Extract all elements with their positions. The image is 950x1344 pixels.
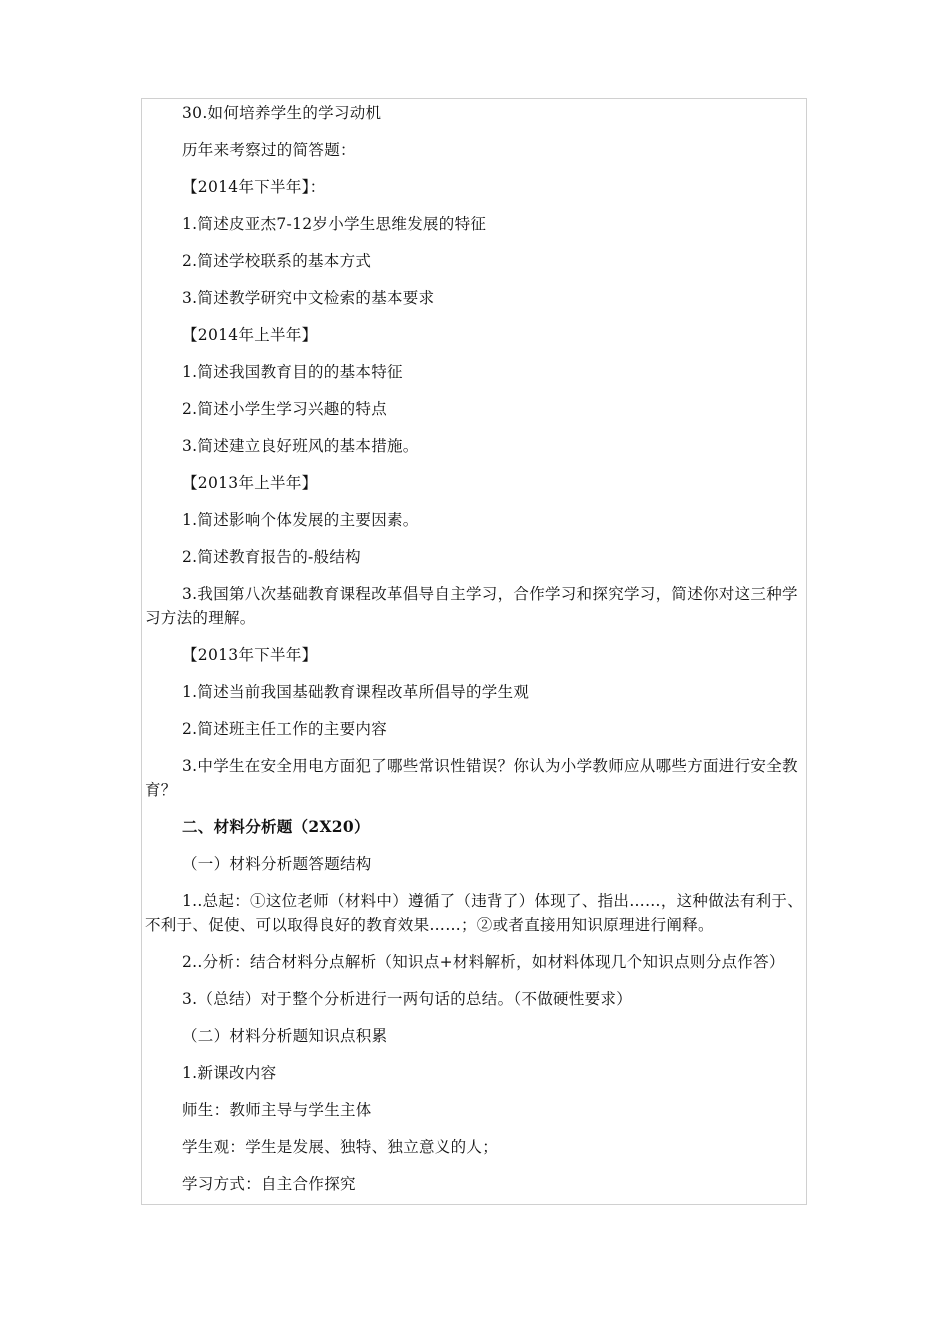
paragraph-summary-opening: 1..总起：①这位老师（材料中）遵循了（违背了）体现了、指出……，这种做法有利于、不利于、促使、可以取得良好的教育效果……；②或者直接用知识原理进行阐释。 [145, 892, 804, 934]
heading-2013-second-half: 【2013年下半年】 [182, 646, 318, 664]
list-item: 1.简述我国教育目的的基本特征 [182, 363, 403, 381]
paragraph-question-30: 30.如何培养学生的学习动机 [182, 104, 382, 122]
list-item: 1.简述当前我国基础教育课程改革所倡导的学生观 [182, 683, 530, 701]
paragraph-learning-method: 学习方式：自主合作探究 [182, 1175, 356, 1193]
list-item: 2.简述学校联系的基本方式 [182, 252, 372, 270]
list-item: 1.新课改内容 [182, 1064, 277, 1082]
section-heading-material-analysis: 二、材料分析题（2X20） [182, 817, 370, 836]
list-item: 2.简述班主任工作的主要内容 [182, 720, 387, 738]
paragraph-teacher-student: 师生：教师主导与学生主体 [182, 1101, 372, 1119]
list-item: 2.简述教育报告的-般结构 [182, 548, 361, 566]
heading-2014-second-half: 【2014年下半年】： [182, 178, 326, 196]
subsection-heading-knowledge: （二）材料分析题知识点积累 [182, 1027, 388, 1045]
heading-2013-first-half: 【2013年上半年】 [182, 474, 318, 492]
list-item: 3.简述建立良好班风的基本措施。 [182, 437, 419, 455]
list-item: 1.简述影响个体发展的主要因素。 [182, 511, 419, 529]
paragraph-conclusion: 3.（总结）对于整个分析进行一两句话的总结。（不做硬性要求） [182, 990, 633, 1008]
list-item: 3.简述教学研究中文检索的基本要求 [182, 289, 435, 307]
list-item: 1.简述皮亚杰7-12岁小学生思维发展的特征 [182, 215, 487, 233]
paragraph-past-questions-heading: 历年来考察过的简答题： [182, 141, 356, 159]
paragraph-analysis: 2..分析：结合材料分点解析（知识点+材料解析，如材料体现几个知识点则分点作答） [182, 953, 785, 971]
paragraph-student-view: 学生观：学生是发展、独特、独立意义的人； [182, 1138, 499, 1156]
heading-2014-first-half: 【2014年上半年】 [182, 326, 318, 344]
subsection-heading-answer-structure: （一）材料分析题答题结构 [182, 855, 372, 873]
list-item: 2.简述小学生学习兴趣的特点 [182, 400, 387, 418]
list-item: 3.我国第八次基础教育课程改革倡导自主学习，合作学习和探究学习，简述你对这三种学习方法的理解。 [145, 585, 798, 627]
document-page [141, 98, 807, 1205]
list-item: 3.中学生在安全用电方面犯了哪些常识性错误？你认为小学教师应从哪些方面进行安全教育？ [145, 757, 798, 799]
